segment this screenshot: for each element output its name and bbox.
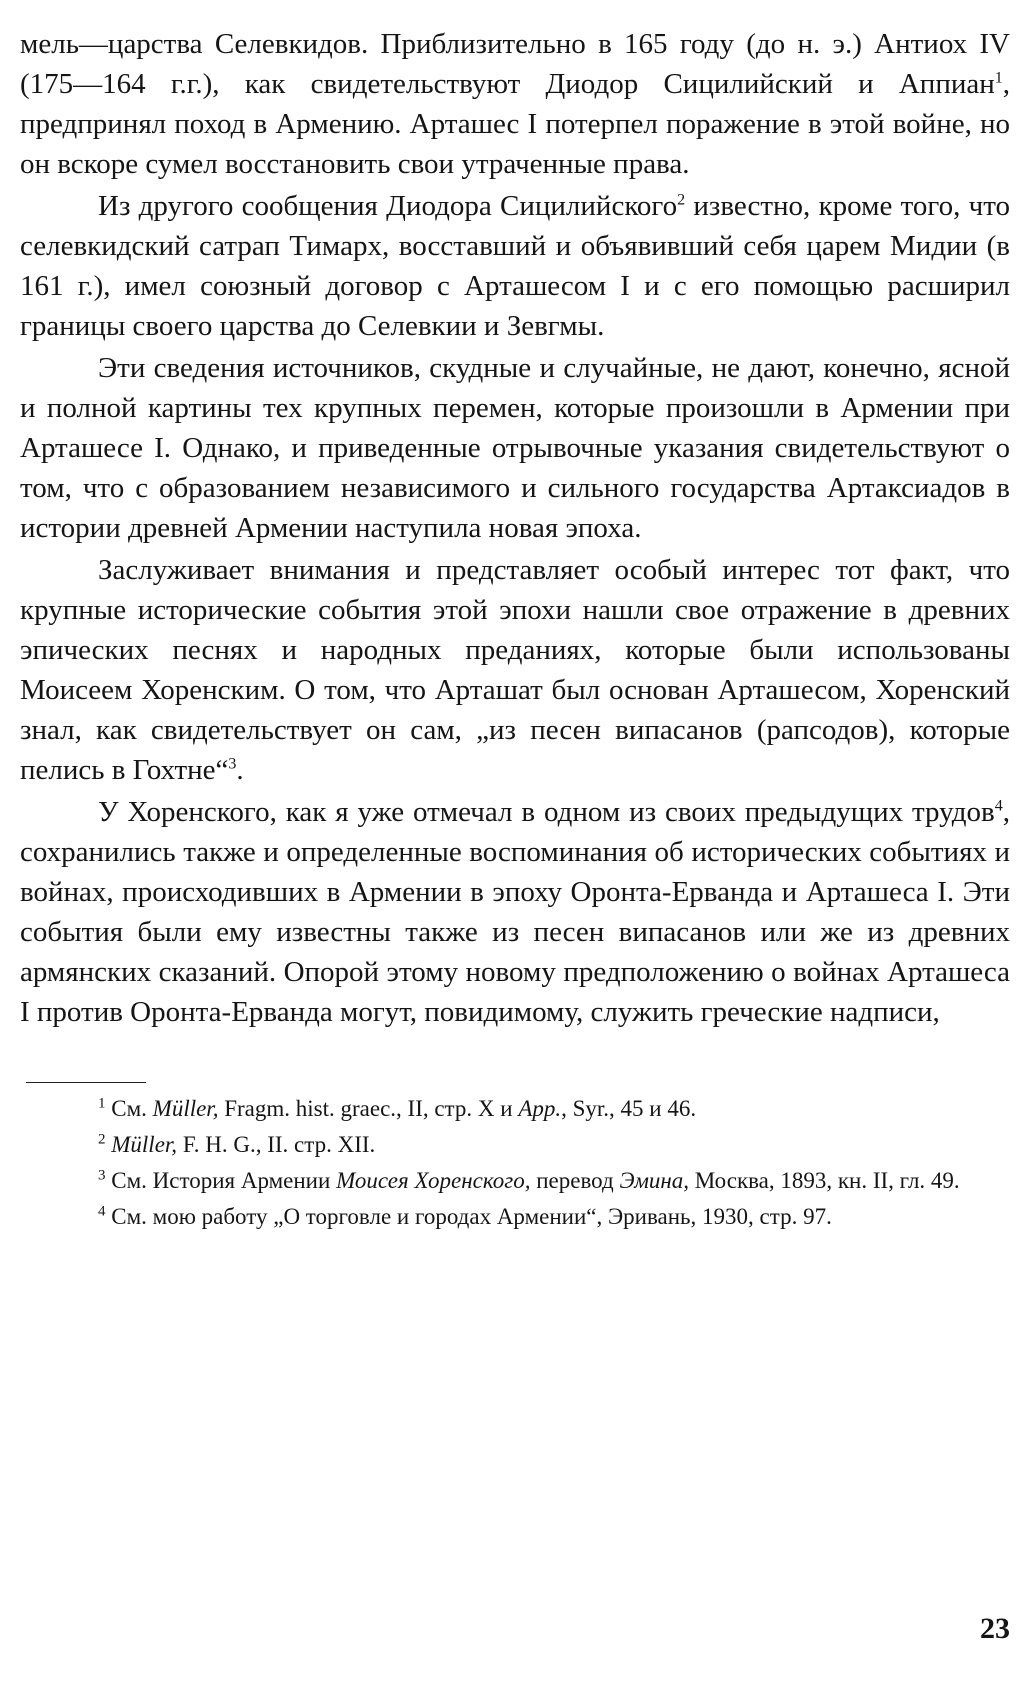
footnote-3 bbox=[20, 1165, 1010, 1197]
page-number: 23 bbox=[980, 1612, 1010, 1645]
paragraph-2-text: Из другого сообщения Диодора Сицилийского bbox=[98, 190, 678, 222]
footnote-divider bbox=[26, 1082, 146, 1083]
paragraph-4 bbox=[20, 550, 1010, 790]
book-page bbox=[20, 24, 1010, 1233]
footnote-ref-4: 4 bbox=[994, 797, 1003, 815]
paragraph-1-tail: , предпринял поход в Армению. Арташес I потерпел поражение в этой войне, но он вскоре сумел восстановить свои утраченные права. bbox=[20, 68, 1010, 180]
paragraph-1-text: мель—царства Селевкидов. Приблизительно в 165 году (до н. э.) Антиох IV (175—164 г.г.), как свидетельствуют Диодор Сицилийский и Аппиан bbox=[20, 28, 1010, 100]
footnote-number: 3 bbox=[98, 1167, 106, 1184]
footnote-number: 4 bbox=[98, 1203, 106, 1220]
footnote-ref-3: 3 bbox=[228, 755, 237, 773]
footnote-ref-2: 2 bbox=[677, 191, 686, 209]
paragraph-5-tail: , сохранились также и определенные воспоминания об исторических событиях и войнах, происходивших в Армении в эпоху Оронта-Ерванда и Арташеса I. Эти события были ему известны также из песен випасанов или же из древних армянских сказаний. Опорой этому новому предположению о войнах Арташеса I против Оронта-Ерванда могут, повидимому, служить греческие надписи, bbox=[20, 796, 1010, 1028]
footnote-text: См. bbox=[111, 1096, 153, 1121]
footnote-italic: Müller, bbox=[111, 1132, 178, 1157]
footnote-ref-1: 1 bbox=[994, 69, 1003, 87]
paragraph-4-tail: . bbox=[236, 754, 244, 786]
footnote-2 bbox=[20, 1129, 1010, 1161]
footnote-number: 1 bbox=[98, 1095, 106, 1112]
footnote-text: , Syr., 45 и 46. bbox=[561, 1096, 697, 1121]
footnote-text: См. мою работу „О торговле и городах Армении“, Эривань, 1930, стр. 97. bbox=[111, 1204, 832, 1229]
paragraph-5 bbox=[20, 792, 1010, 1032]
footnote-italic: Моисея Хоренского, bbox=[336, 1168, 531, 1193]
footnote-1 bbox=[20, 1093, 1010, 1125]
footnotes bbox=[20, 1093, 1010, 1233]
footnote-text: См. История Армении bbox=[111, 1168, 337, 1193]
footnote-4 bbox=[20, 1201, 1010, 1233]
paragraph-1 bbox=[20, 24, 1010, 184]
main-text bbox=[20, 24, 1010, 1032]
footnote-text: Fragm. hist. graec., II, стр. X и bbox=[218, 1096, 519, 1121]
footnote-text: перевод bbox=[530, 1168, 620, 1193]
paragraph-5-text: У Хоренского, как я уже отмечал в одном из своих предыдущих трудов bbox=[98, 796, 995, 828]
paragraph-2 bbox=[20, 186, 1010, 346]
paragraph-4-text: Заслуживает внимания и представляет особый интерес тот факт, что крупные исторические события этой эпохи нашли свое отражение в древних эпических песнях и народных преданиях, которые были использованы Моисеем Хоренским. О том, что Арташат был основан Арташесом, Хоренский знал, как свидетельствует он сам, „из песен випасанов (рапсодов), которые пелись в Гохтне“ bbox=[20, 554, 1010, 786]
paragraph-3: Эти сведения источников, скудные и случайные, не дают, конечно, ясной и полной картины тех крупных перемен, которые произошли в Армении при Арташесе I. Однако, и приведенные отрывочные указания свидетельствуют о том, что с образованием независимого и сильного государства Артаксиадов в истории древней Армении наступила новая эпоха. bbox=[20, 352, 1010, 544]
footnote-italic: App. bbox=[518, 1096, 562, 1121]
footnote-text: Москва, 1893, кн. II, гл. 49. bbox=[689, 1168, 960, 1193]
paragraph-2-tail: известно, кроме того, что селевкидский сатрап Тимарх, восставший и объявивший себя царем Мидии (в 161 г.), имел союзный договор с Арташесом I и с его помощью расширил границы своего царства до Селевкии и Зевгмы. bbox=[20, 190, 1010, 342]
footnote-text: F. H. G., II. стр. XII. bbox=[177, 1132, 376, 1157]
footnote-italic: Эмина, bbox=[619, 1168, 690, 1193]
footnote-italic: Müller, bbox=[152, 1096, 219, 1121]
footnote-number: 2 bbox=[98, 1131, 106, 1148]
